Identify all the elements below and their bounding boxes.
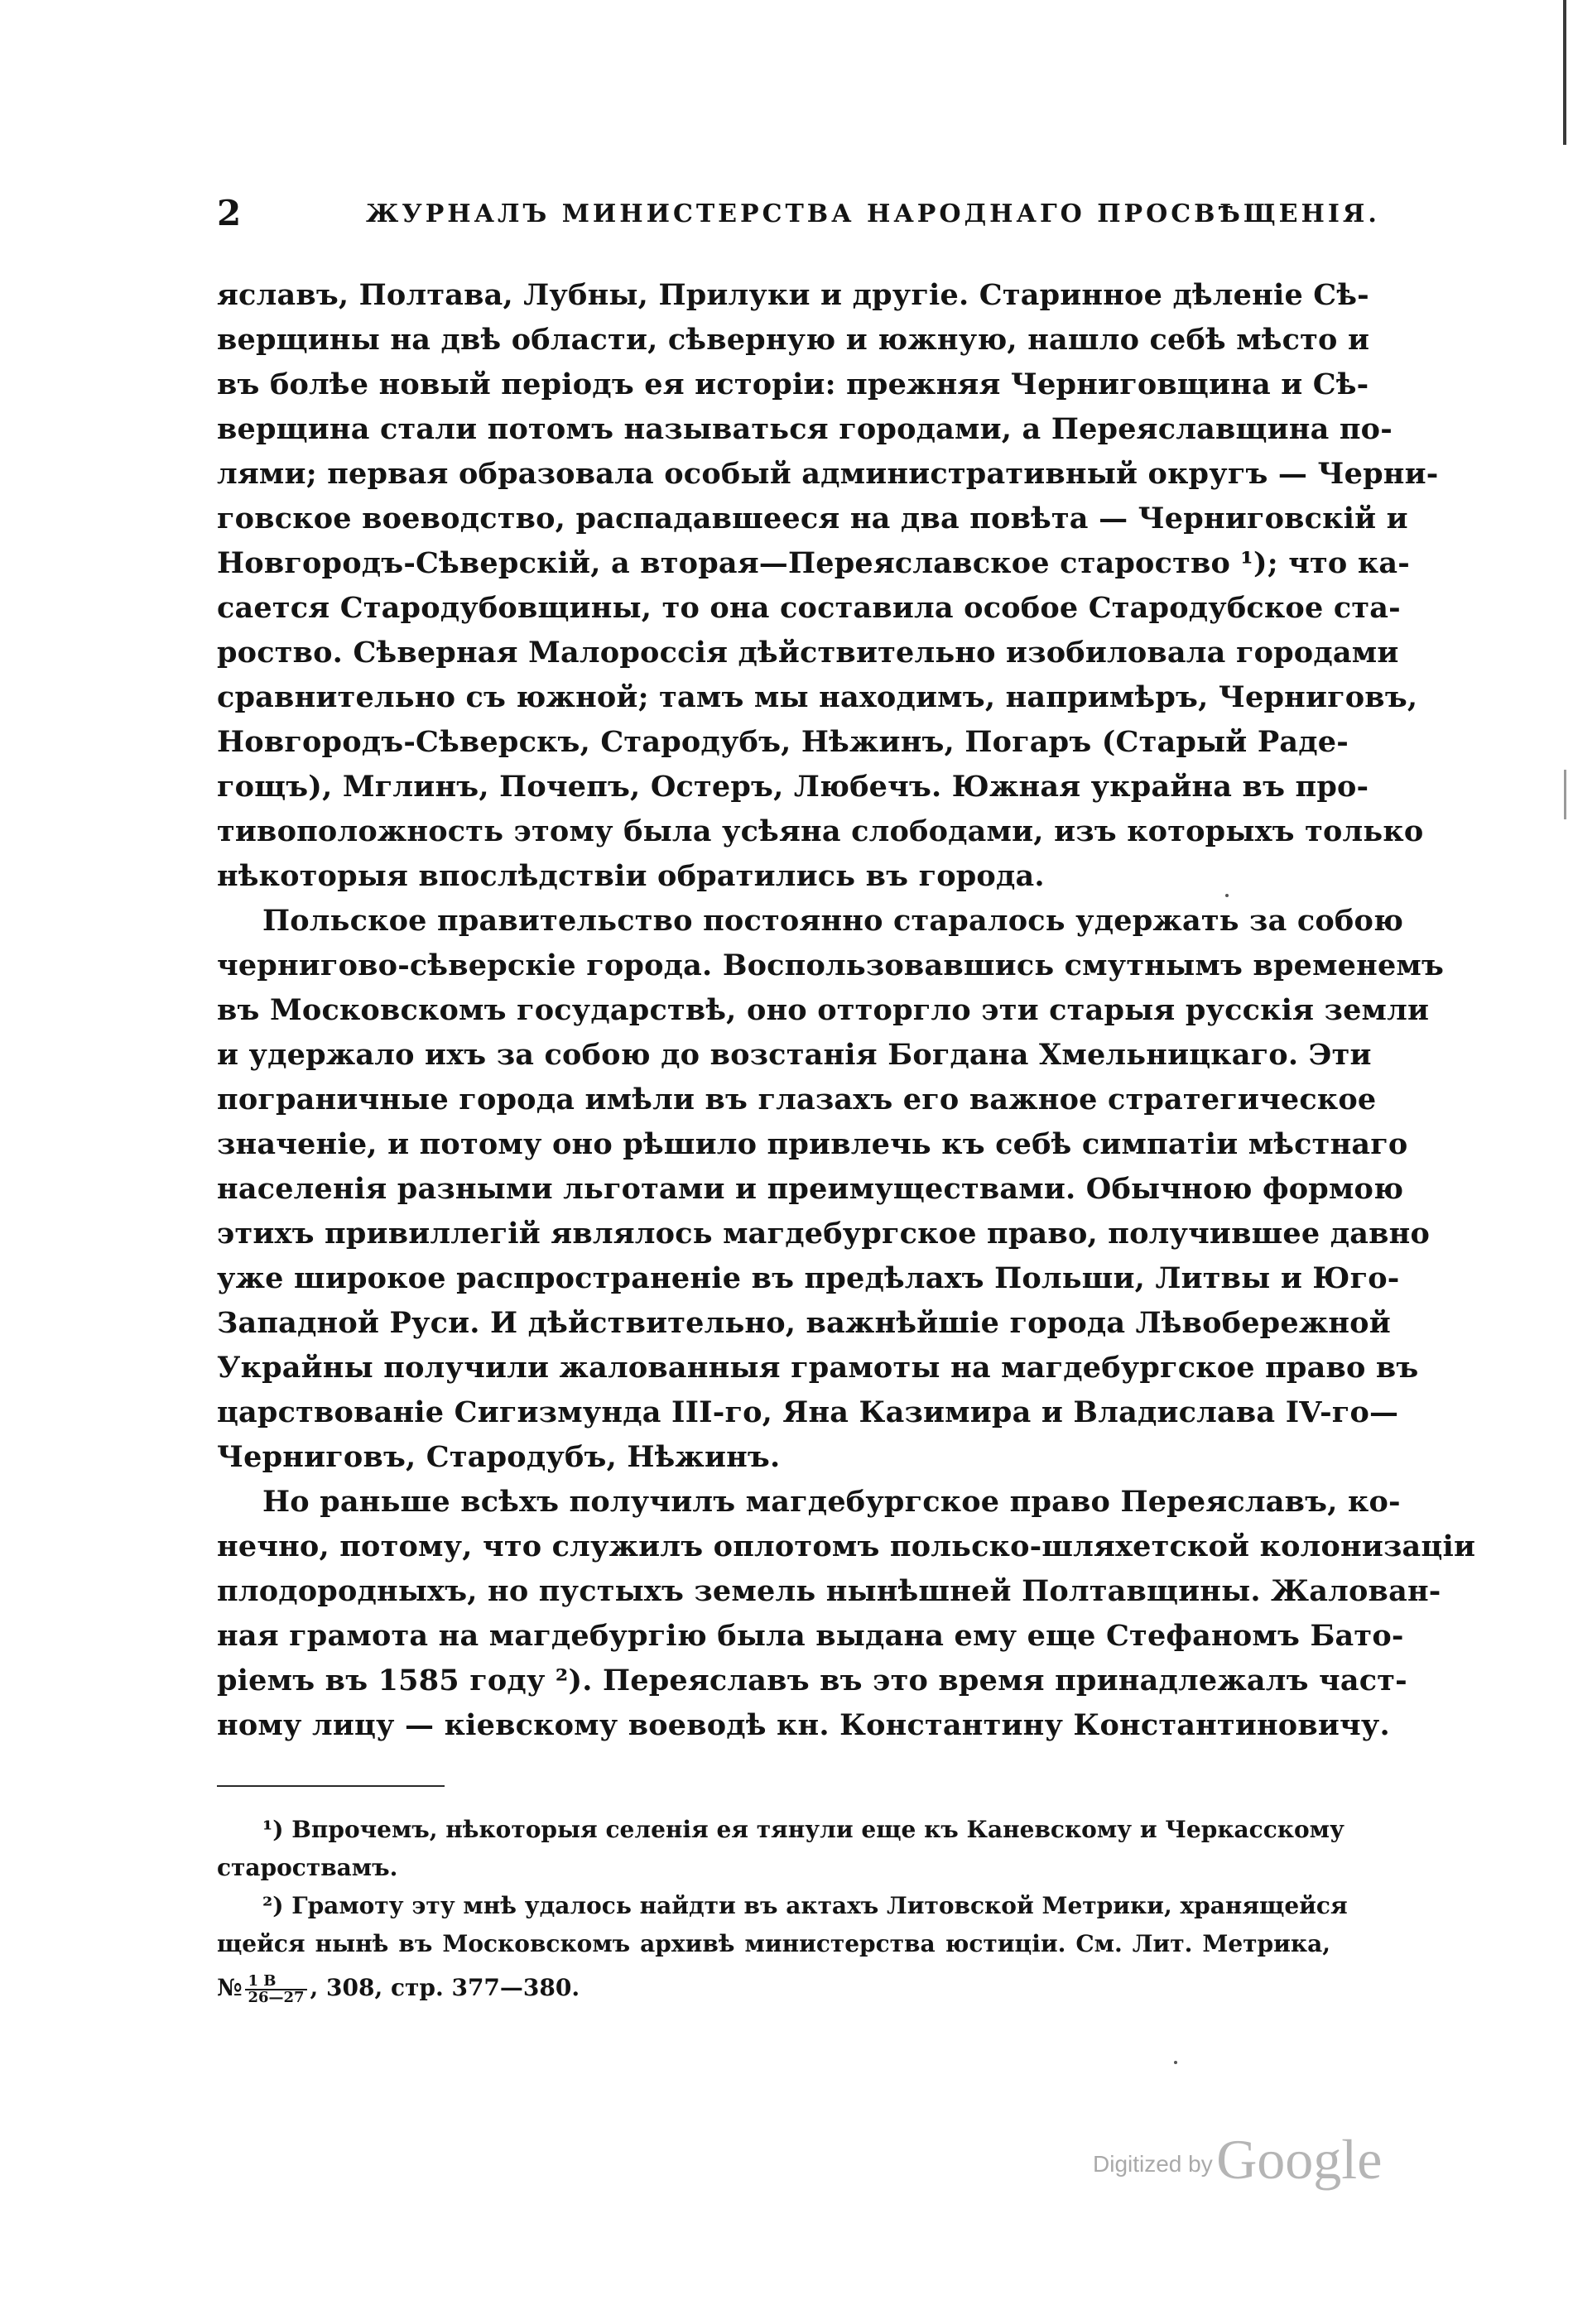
footnote-line: ¹) Впрочемъ, нѣкоторыя селенія ея тянули еще къ Каневскому и Черкасскому <box>262 1816 1345 1843</box>
text-line: Польское правительство постоянно старалось удержать за собою <box>262 904 1404 938</box>
scan-speck <box>1174 2061 1177 2064</box>
digitized-watermark <box>1093 2127 1382 2192</box>
scan-speck <box>1225 894 1229 897</box>
footnote-line: ²) Грамоту эту мнѣ удалось найдти въ актахъ Литовской Метрики, хранящейся <box>262 1892 1348 1919</box>
text-line: Западной Руси. И дѣйствительно, важнѣйшіе города Лѣвобережной <box>217 1306 1391 1340</box>
footnote-line: щейся нынѣ въ Московскомъ архивѣ министерства юстиціи. См. Лит. Метрика, <box>217 1930 1330 1957</box>
text-line: говское воеводство, распадавшееся на два повѣта — Черниговскій и <box>217 502 1408 535</box>
text-line: верщина стали потомъ называться городами, а Переяславщина по- <box>217 412 1393 446</box>
footnote-divider <box>217 1785 445 1787</box>
text-line: плодородныхъ, но пустыхъ земель нынѣшней Полтавщины. Жалован- <box>217 1574 1441 1608</box>
page-edge-shadow <box>1563 0 1566 145</box>
text-line: гощъ), Мглинъ, Почепъ, Остеръ, Любечъ. Южная украйна въ про- <box>217 770 1369 804</box>
text-line: Черниговъ, Стародубъ, Нѣжинъ. <box>217 1440 781 1474</box>
footnote-line: староствамъ. <box>217 1854 398 1881</box>
text-line: населенія разными льготами и преимуществами. Обычною формою <box>217 1172 1404 1206</box>
text-line: этихъ привиллегій являлось магдебургское право, получившее давно <box>217 1217 1431 1251</box>
text-line: пограничные города имѣли въ глазахъ его важное стратегическое <box>217 1083 1377 1116</box>
footnotes <box>217 1811 1348 2013</box>
text-line: сравнительно съ южной; тамъ мы находимъ, напримѣръ, Черниговъ, <box>217 680 1418 714</box>
text-line: царствованіе Сигизмунда III-го, Яна Казимира и Владислава IV-го— <box>217 1395 1399 1429</box>
text-line: ная грамота на магдебургію была выдана ему еще Стефаномъ Бато- <box>217 1619 1404 1653</box>
text-line: яславъ, Полтава, Лубны, Прилуки и другіе. Старинное дѣленіе Сѣ- <box>217 278 1369 312</box>
text-line: въ болѣе новый періодъ ея исторіи: прежняя Черниговщина и Сѣ- <box>217 367 1369 401</box>
fraction-numerator: 1 В <box>245 1974 306 1990</box>
text-line: роство. Сѣверная Малороссія дѣйствительно изобиловала городами <box>217 636 1399 670</box>
google-logo: Google <box>1216 2128 1383 2191</box>
text-line: и удержало ихъ за собою до возстанія Богдана Хмельницкаго. Эти <box>217 1038 1372 1072</box>
running-title: ЖУРНАЛЪ МИНИСТЕРСТВА НАРОДНАГО ПРОСВѢЩЕНІЯ. <box>366 199 1380 228</box>
page-header <box>217 193 1380 234</box>
footnote-reference-line <box>217 1963 1330 2013</box>
text-line: значеніе, и потому оно рѣшило привлечь къ себѣ симпатіи мѣстнаго <box>217 1127 1408 1161</box>
reference-suffix: , 308, стр. 377—380. <box>310 1974 580 2001</box>
text-line: нѣкоторыя впослѣдствіи обратились въ города. <box>217 859 1045 893</box>
text-line: верщины на двѣ области, сѣверную и южную, нашло себѣ мѣсто и <box>217 323 1370 357</box>
text-line: Новгородъ-Сѣверскій, а вторая—Переяславское староство ¹); что ка- <box>217 546 1410 580</box>
body-text <box>217 273 1476 1748</box>
text-line: тивоположность этому была усѣяна слободами, изъ которыхъ только <box>217 814 1424 848</box>
text-line: въ Московскомъ государствѣ, оно отторгло эти старыя русскія земли <box>217 993 1430 1027</box>
text-line: Новгородъ-Сѣверскъ, Стародубъ, Нѣжинъ, Погаръ (Старый Раде- <box>217 725 1349 759</box>
watermark-prefix: Digitized by <box>1093 2151 1213 2177</box>
text-line: нечно, потому, что служилъ оплотомъ польско-шляхетской колонизаціи <box>217 1529 1476 1563</box>
text-line: лями; первая образовала особый административный округъ — Черни- <box>217 457 1439 491</box>
text-line: Украйны получили жалованныя грамоты на магдебургское право въ <box>217 1351 1419 1385</box>
catalog-fraction <box>245 1971 306 2006</box>
text-line: уже широкое распространеніе въ предѣлахъ Польши, Литвы и Юго- <box>217 1261 1400 1295</box>
text-line: ріемъ въ 1585 году ²). Переяславъ въ это время принадлежалъ част- <box>217 1664 1407 1697</box>
text-line: ному лицу — кіевскому воеводѣ кн. Константину Константиновичу. <box>217 1708 1390 1742</box>
page-number: 2 <box>217 193 242 233</box>
text-line: сается Стародубовщины, то она составила особое Стародубское ста- <box>217 591 1401 625</box>
text-line: черниговo-сѣверскіе города. Воспользовавшись смутнымъ временемъ <box>217 948 1445 982</box>
numero-sign: № <box>217 1974 243 2001</box>
fraction-denominator: 26—27 <box>248 1988 305 2006</box>
text-line: Но раньше всѣхъ получилъ магдебургское право Переяславъ, ко- <box>262 1485 1401 1519</box>
page-edge-mark <box>1564 770 1566 819</box>
